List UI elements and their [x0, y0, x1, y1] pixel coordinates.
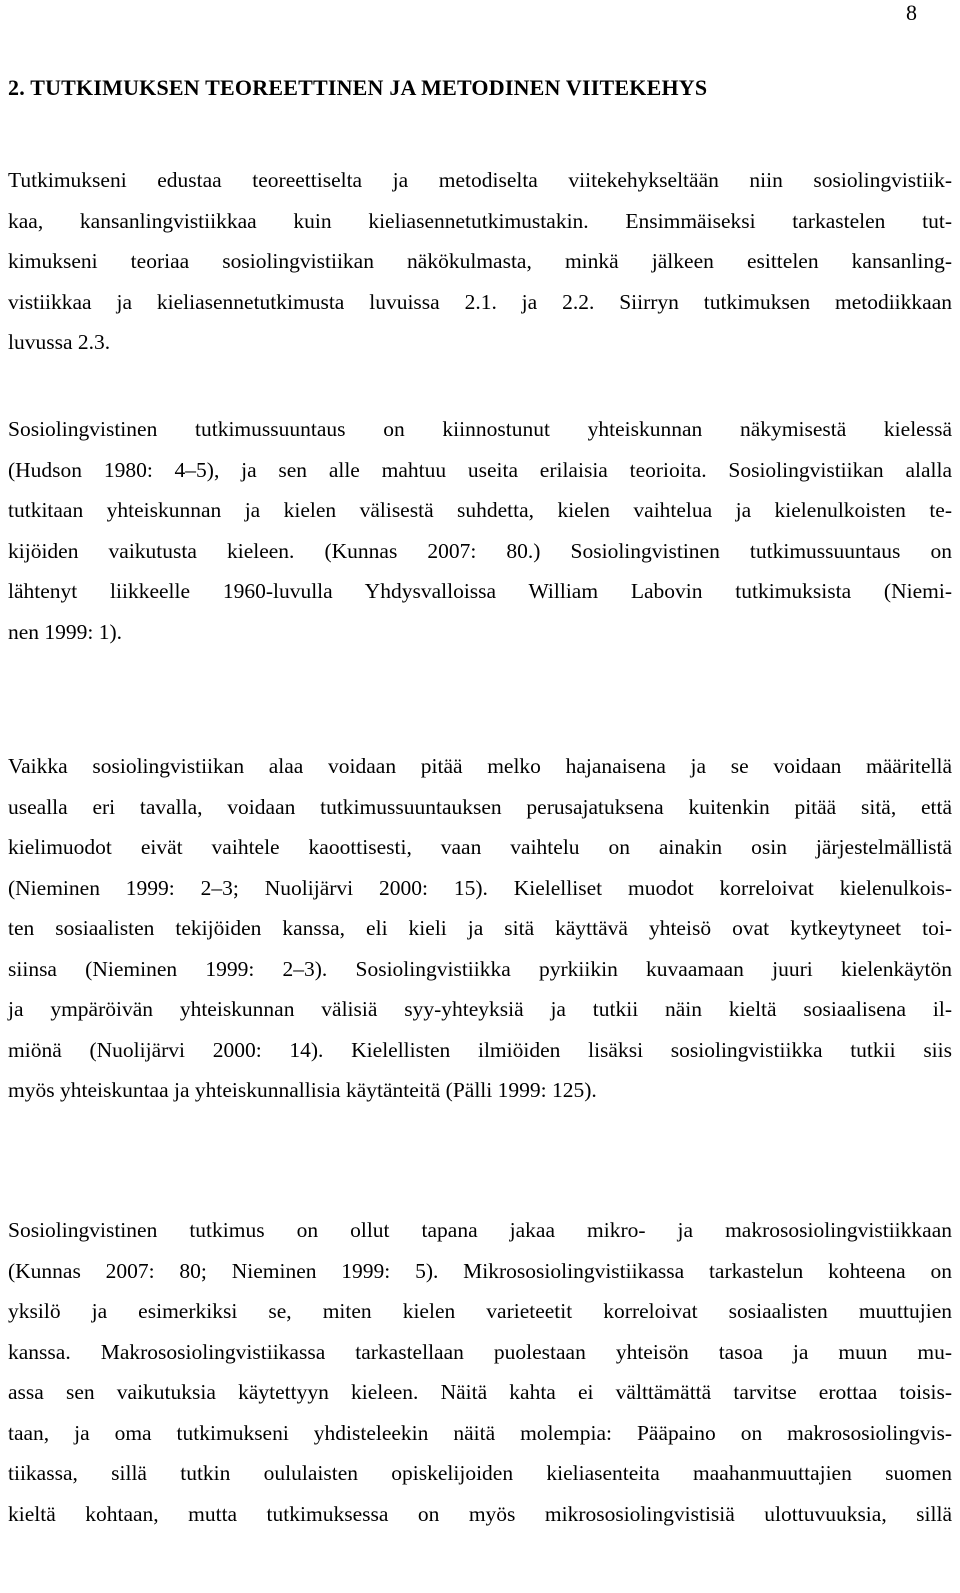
text-line: miönä (Nuolijärvi 2000: 14). Kielellisten ilmiöiden lisäksi sosiolingvistiikka tutkii siis — [8, 1037, 952, 1062]
text-line: tiikassa, sillä tutkin oululaisten opiskelijoiden kieliasenteita maahanmuuttajien suomen — [8, 1461, 952, 1485]
text-line: myös yhteiskuntaa ja yhteiskunnallisia käytänteitä (Pälli 1999: 125). — [8, 1078, 597, 1102]
text-line: Vaikka sosiolingvistiikan alaa voidaan pitää melko hajanaisena ja se voidaan määritellä — [8, 754, 952, 778]
text-line: ja ympäröivän yhteiskunnan välisiä syy-yhteyksiä ja tutkii näin kieltä sosiaalisena il- — [8, 997, 952, 1021]
text-line: (Kunnas 2007: 80; Nieminen 1999: 5). Mikrososiolingvistiikassa tarkastelun kohteena on — [8, 1258, 952, 1283]
text-line: kaa, kansanlingvistiikkaa kuin kieliasennetutkimustakin. Ensimmäiseksi tarkastelen tut- — [8, 208, 952, 233]
text-line: kielimuodot eivät vaihtele kaoottisesti, vaan vaihtelu on ainakin osin järjestelmällistä — [8, 835, 952, 859]
text-line: (Hudson 1980: 4–5), ja sen alle mahtuu useita erilaisia teorioita. Sosiolingvistiikan alalla — [8, 457, 952, 482]
text-line: kieltä kohtaan, mutta tutkimuksessa on myös mikrososiolingvistisiä ulottuvuuksia, sillä — [8, 1501, 952, 1526]
text-line: siinsa (Nieminen 1999: 2–3). Sosiolingvistiikka pyrkiikin kuvaamaan juuri kielenkäytön — [8, 956, 952, 981]
text-line: lähtenyt liikkeelle 1960-luvulla Yhdysvalloissa William Labovin tutkimuksista (Niemi- — [8, 579, 952, 603]
text-line: vistiikkaa ja kieliasennetutkimusta luvuissa 2.1. ja 2.2. Siirryn tutkimuksen metodiikkaan — [8, 289, 952, 314]
text-line: Tutkimukseni edustaa teoreettiselta ja metodiselta viitekehykseltään niin sosiolingvistiik- — [8, 168, 952, 192]
page-number: 8 — [906, 0, 917, 25]
paragraph-3 — [8, 746, 952, 1111]
text-line: ten sosiaalisten tekijöiden kanssa, eli kieli ja sitä käyttävä yhteisö ovat kytkeytyneet toi- — [8, 916, 952, 940]
text-line: kanssa. Makrososiolingvistiikassa tarkastellaan puolestaan yhteisön tasoa ja muun mu- — [8, 1339, 952, 1364]
text-line: (Nieminen 1999: 2–3; Nuolijärvi 2000: 15). Kielelliset muodot korreloivat kielenulkois- — [8, 875, 952, 900]
paragraph-1 — [8, 160, 952, 363]
text-line: usealla eri tavalla, voidaan tutkimussuuntauksen perusajatuksena kuitenkin pitää sitä, että — [8, 794, 952, 819]
text-line: Sosiolingvistinen tutkimus on ollut tapana jakaa mikro- ja makrososiolingvistiikkaan — [8, 1218, 952, 1242]
paragraph-4 — [8, 1210, 952, 1534]
text-line: nen 1999: 1). — [8, 619, 123, 644]
paragraph-2 — [8, 409, 952, 652]
text-line: tutkitaan yhteiskunnan ja kielen välisestä suhdetta, kielen vaihtelua ja kielenulkoisten te- — [8, 498, 952, 522]
text-line: kimukseni teoriaa sosiolingvistiikan näkökulmasta, minkä jälkeen esittelen kansanling- — [8, 249, 952, 273]
chapter-heading: 2. TUTKIMUKSEN TEOREETTINEN JA METODINEN VIITEKEHYS — [8, 75, 708, 100]
text-line: Sosiolingvistinen tutkimussuuntaus on kiinnostunut yhteiskunnan näkymisestä kielessä — [8, 417, 952, 441]
text-line: taan, ja oma tutkimukseni yhdisteleekin näitä molempia: Pääpaino on makrososiolingvis- — [8, 1420, 952, 1445]
text-line: yksilö ja esimerkiksi se, miten kielen varieteetit korreloivat sosiaalisten muuttujien — [8, 1299, 952, 1323]
text-line: assa sen vaikutuksia käytettyyn kieleen. Näitä kahta ei välttämättä tarvitse erottaa toisis- — [8, 1380, 952, 1404]
text-line: kijöiden vaikutusta kieleen. (Kunnas 2007: 80.) Sosiolingvistinen tutkimussuuntaus on — [8, 538, 952, 563]
text-line: luvussa 2.3. — [8, 330, 111, 354]
